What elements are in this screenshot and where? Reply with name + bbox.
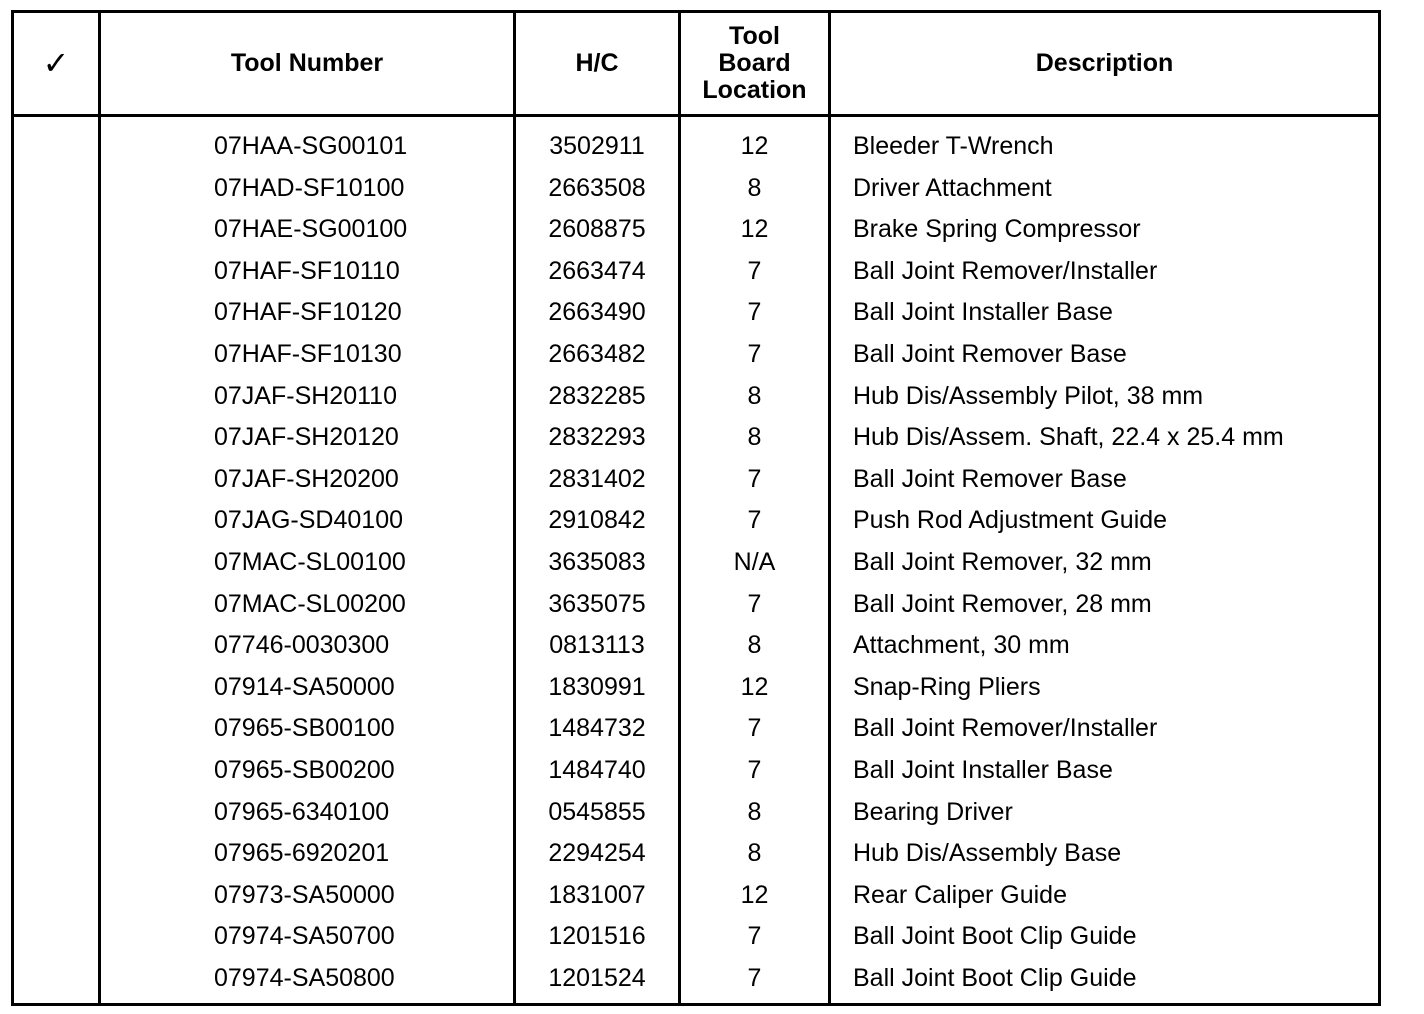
- location-cell: 12: [740, 132, 769, 160]
- table-row: [14, 625, 1378, 667]
- table-row: [14, 750, 1378, 792]
- location-cell: 7: [747, 714, 762, 743]
- header-hc: H/C: [575, 49, 619, 77]
- header-description: Description: [1035, 49, 1174, 77]
- tool-number-cell: 07965-SB00100: [214, 714, 395, 743]
- table-row: [14, 459, 1378, 501]
- tool-number-cell: 07974-SA50800: [214, 964, 395, 992]
- location-cell: 12: [740, 880, 769, 909]
- location-cell: 7: [747, 340, 762, 368]
- description-cell: Brake Spring Compressor: [853, 215, 1141, 244]
- hc-cell: 2663482: [548, 340, 646, 368]
- tool-number-cell: 07MAC-SL00200: [214, 589, 406, 618]
- header-location-line: Board: [718, 49, 791, 77]
- hc-cell: 2608875: [548, 215, 646, 244]
- table-row: [14, 292, 1378, 334]
- location-cell: 7: [747, 464, 762, 493]
- tool-number-cell: 07JAF-SH20200: [214, 464, 399, 493]
- tool-table: [11, 10, 1381, 1006]
- table-row: [14, 584, 1378, 626]
- table-row: [14, 168, 1378, 210]
- tool-number-cell: 07914-SA50000: [214, 672, 395, 701]
- location-cell: 7: [747, 922, 762, 951]
- hc-cell: 2831402: [548, 464, 646, 493]
- table-row: [14, 209, 1378, 251]
- description-cell: Driver Attachment: [853, 173, 1052, 202]
- tool-number-cell: 07MAC-SL00100: [214, 548, 406, 576]
- table-row: [14, 417, 1378, 459]
- location-cell: 7: [747, 298, 762, 327]
- header-check-icon: ✓: [42, 45, 70, 81]
- hc-cell: 2663474: [548, 256, 646, 285]
- hc-cell: 0813113: [549, 631, 645, 660]
- description-cell: Ball Joint Remover, 28 mm: [853, 589, 1152, 618]
- tool-number-cell: 07JAF-SH20120: [214, 423, 399, 452]
- location-cell: 7: [747, 756, 762, 784]
- header-tool-number: Tool Number: [230, 49, 384, 77]
- description-cell: Snap-Ring Pliers: [853, 672, 1041, 701]
- hc-cell: 3635083: [548, 548, 646, 576]
- location-cell: 8: [747, 631, 762, 660]
- location-cell: 8: [747, 173, 762, 202]
- hc-cell: 2294254: [548, 839, 646, 868]
- description-cell: Ball Joint Remover/Installer: [853, 714, 1158, 743]
- table-row: [14, 875, 1378, 917]
- tool-number-cell: 07HAA-SG00101: [214, 132, 408, 160]
- tool-number-cell: 07965-6340100: [214, 797, 390, 826]
- description-cell: Ball Joint Boot Clip Guide: [853, 922, 1137, 951]
- tool-number-cell: 07974-SA50700: [214, 922, 395, 951]
- description-cell: Bearing Driver: [853, 797, 1013, 826]
- location-cell: 8: [747, 381, 762, 410]
- hc-cell: 2832293: [548, 423, 646, 452]
- description-cell: Rear Caliper Guide: [853, 880, 1067, 909]
- description-cell: Ball Joint Installer Base: [853, 298, 1113, 327]
- hc-cell: 1201524: [548, 964, 646, 992]
- tool-number-cell: 07HAF-SF10110: [214, 256, 400, 285]
- header-divider: [14, 114, 1378, 117]
- description-cell: Ball Joint Remover Base: [853, 340, 1127, 368]
- table-row: [14, 334, 1378, 376]
- location-cell: 8: [747, 839, 762, 868]
- hc-cell: 1201516: [548, 922, 646, 951]
- description-cell: Attachment, 30 mm: [853, 631, 1070, 660]
- description-cell: Ball Joint Remover/Installer: [853, 256, 1158, 285]
- description-cell: Hub Dis/Assembly Base: [853, 839, 1122, 868]
- location-cell: 8: [747, 423, 762, 452]
- tool-number-cell: 07HAF-SF10130: [214, 340, 402, 368]
- table-row: [14, 708, 1378, 750]
- tool-number-cell: 07HAF-SF10120: [214, 298, 402, 327]
- hc-cell: 2832285: [548, 381, 646, 410]
- table-row: [14, 542, 1378, 584]
- hc-cell: 0545855: [548, 797, 646, 826]
- hc-cell: 1830991: [548, 672, 646, 701]
- location-cell: 7: [747, 506, 762, 535]
- location-cell: 12: [740, 672, 769, 701]
- table-row: [14, 251, 1378, 293]
- hc-cell: 1484732: [548, 714, 646, 743]
- location-cell: 8: [747, 797, 762, 826]
- table-row: [14, 792, 1378, 834]
- table-row: [14, 916, 1378, 958]
- description-cell: Ball Joint Installer Base: [853, 756, 1113, 784]
- tool-number-cell: 07HAE-SG00100: [214, 215, 408, 244]
- description-cell: Ball Joint Remover Base: [853, 464, 1127, 493]
- description-cell: Hub Dis/Assembly Pilot, 38 mm: [853, 381, 1204, 410]
- hc-cell: 3502911: [549, 132, 645, 160]
- header-location-line: Tool: [729, 22, 780, 50]
- description-cell: Ball Joint Remover, 32 mm: [853, 548, 1152, 576]
- hc-cell: 2663490: [548, 298, 646, 327]
- location-cell: 7: [747, 964, 762, 992]
- table-row: [14, 376, 1378, 418]
- table-row: [14, 667, 1378, 709]
- description-cell: Push Rod Adjustment Guide: [853, 506, 1168, 535]
- location-cell: 7: [747, 589, 762, 618]
- description-cell: Ball Joint Boot Clip Guide: [853, 964, 1137, 992]
- table-row: [14, 500, 1378, 542]
- location-cell: N/A: [733, 548, 776, 576]
- hc-cell: 2663508: [548, 173, 646, 202]
- table-row: [14, 833, 1378, 875]
- location-cell: 12: [740, 215, 769, 244]
- location-cell: 7: [747, 256, 762, 285]
- tool-number-cell: 07746-0030300: [214, 631, 390, 660]
- description-cell: Hub Dis/Assem. Shaft, 22.4 x 25.4 mm: [853, 423, 1284, 452]
- description-cell: Bleeder T-Wrench: [853, 132, 1054, 160]
- tool-number-cell: 07973-SA50000: [214, 880, 395, 909]
- table-row: [14, 958, 1378, 1000]
- header-location-line: Location: [702, 76, 807, 104]
- tool-number-cell: 07965-6920201: [214, 839, 390, 868]
- tool-number-cell: 07965-SB00200: [214, 756, 395, 784]
- tool-number-cell: 07JAG-SD40100: [214, 506, 404, 535]
- hc-cell: 1831007: [548, 880, 646, 909]
- hc-cell: 2910842: [548, 506, 646, 535]
- table-row: [14, 126, 1378, 168]
- header-tool-board-location: [681, 13, 828, 114]
- hc-cell: 3635075: [548, 589, 646, 618]
- tool-number-cell: 07JAF-SH20110: [214, 381, 397, 410]
- tool-number-cell: 07HAD-SF10100: [214, 173, 405, 202]
- hc-cell: 1484740: [548, 756, 646, 784]
